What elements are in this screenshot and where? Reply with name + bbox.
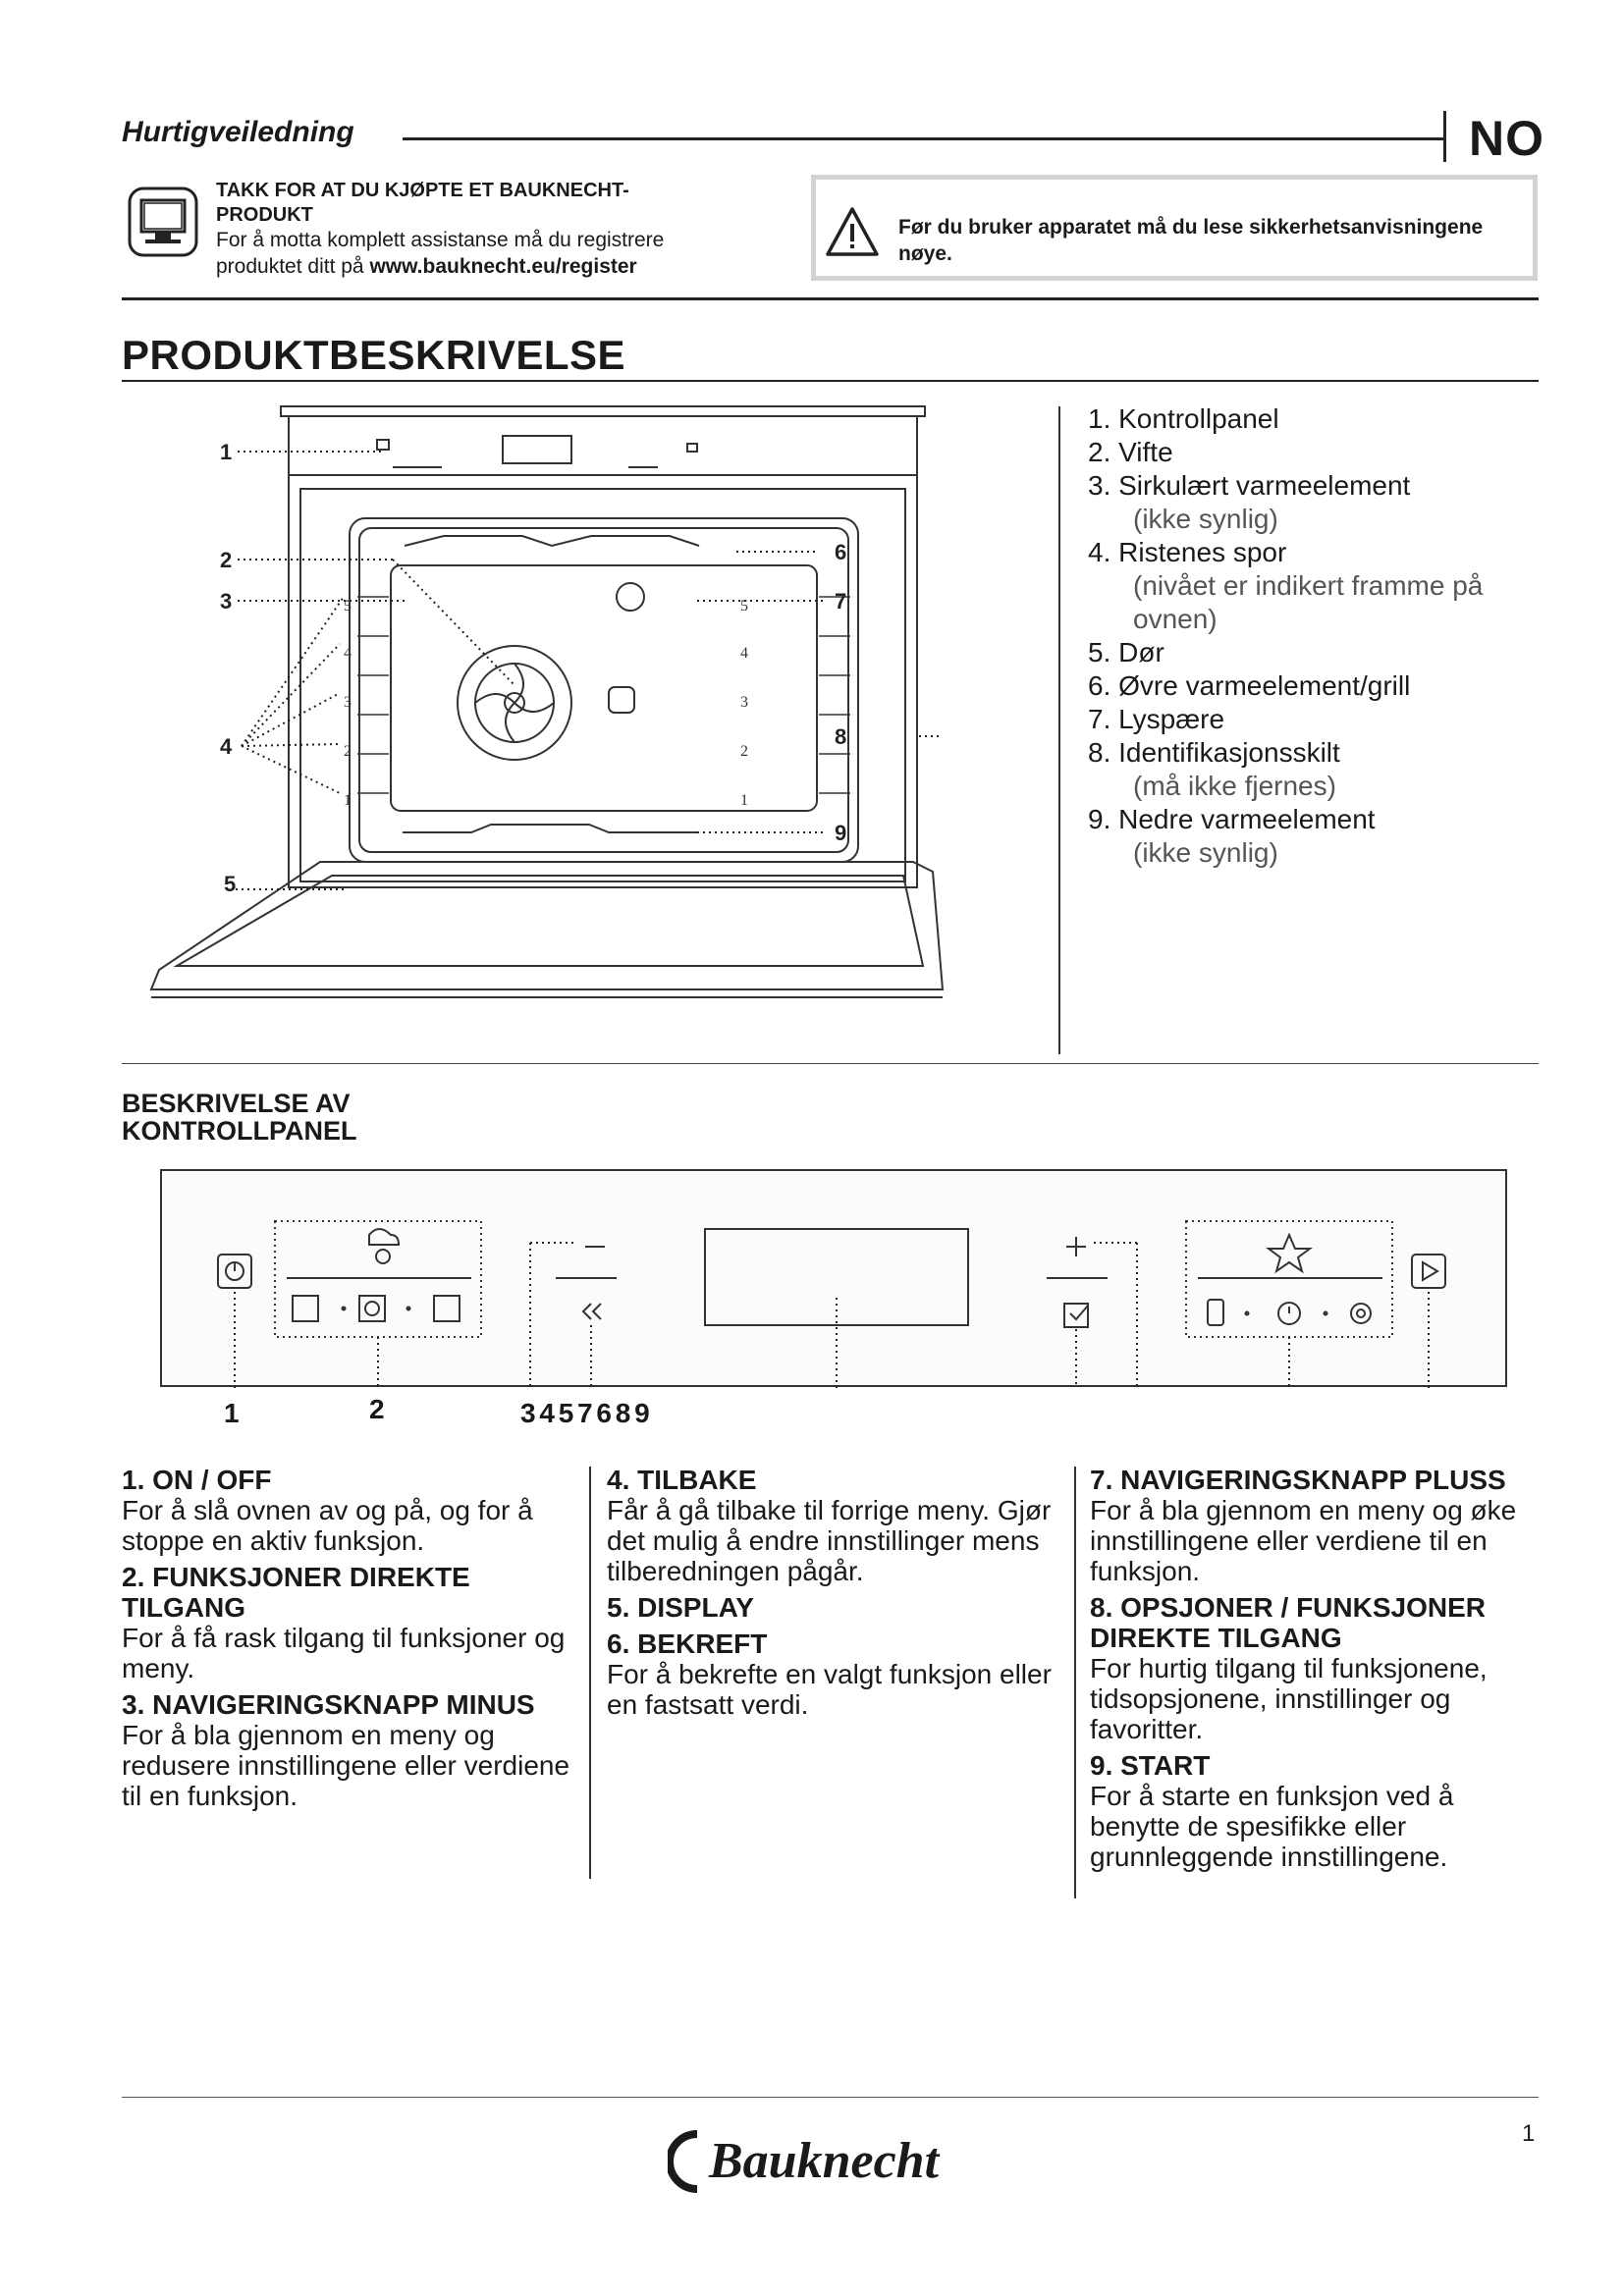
callout-5: 5 (224, 872, 237, 896)
shelf-level-3: 3 (344, 694, 352, 711)
oven-illustration (147, 400, 952, 1009)
item-title: 1. ON / OFF (122, 1465, 272, 1495)
part-item: 4. Ristenes spor (1088, 537, 1287, 567)
item-title: 5. DISPLAY (607, 1592, 754, 1623)
thanks-body (216, 227, 707, 280)
safety-warning-text: Før du bruker apparatet må du lese sikkerhetsanvisningene nøye. (898, 216, 1484, 265)
thanks-line2: produktet ditt på (216, 255, 370, 278)
item-title: 6. BEKREFT (607, 1629, 768, 1659)
description-column-3 (1090, 1459, 1542, 1872)
item-title: 2. FUNKSJONER DIREKTE TILGANG (122, 1562, 470, 1623)
language-code: NO (1469, 111, 1544, 166)
thanks-title: TAKK FOR AT DU KJØPTE ET BAUKNECHT-PRODUKT (216, 180, 629, 226)
item-text: For å få rask tilgang til funksjoner og meny. (122, 1623, 566, 1683)
header-tick (1443, 111, 1446, 162)
item-title: 4. TILBAKE (607, 1465, 757, 1495)
column-divider (589, 1467, 591, 1879)
part-item: 1. Kontrollpanel (1088, 403, 1279, 434)
warning-icon (825, 206, 880, 257)
thanks-line1: For å motta komplett assistanse må du registrere (216, 229, 665, 251)
shelf-level-5: 5 (344, 598, 352, 614)
part-note: (ikke synlig) (1133, 504, 1278, 534)
section-rule (122, 380, 1539, 382)
bauknecht-logo (668, 2120, 1021, 2199)
description-column-2 (607, 1459, 1072, 1720)
callout-9: 9 (835, 821, 847, 845)
column-divider (1074, 1467, 1076, 1898)
item-text: For å slå ovnen av og på, og for å stoppe en aktiv funksjon. (122, 1495, 533, 1556)
brand-name: Bauknecht (709, 2133, 940, 2189)
item-text: For å bla gjennom en meny og redusere innstillingene eller verdiene til en funksjon. (122, 1720, 570, 1811)
section-separator (122, 1063, 1539, 1064)
callout-7: 7 (835, 589, 847, 614)
callout-3: 3 (220, 589, 233, 614)
header-rule (403, 137, 1443, 140)
part-item: 3. Sirkulært varmeelement (1088, 470, 1411, 501)
footer-rule (122, 2097, 1539, 2098)
callout-2: 2 (220, 548, 233, 572)
shelf-level-1-right: 1 (740, 792, 748, 809)
control-panel-diagram (155, 1160, 1510, 1396)
part-item: 5. Dør (1088, 637, 1164, 667)
item-title: 7. NAVIGERINGSKNAPP PLUSS (1090, 1465, 1506, 1495)
item-title: 9. START (1090, 1750, 1211, 1781)
callout-1: 1 (220, 440, 233, 464)
shelf-level-4: 4 (344, 645, 352, 662)
callout-4: 4 (220, 734, 233, 759)
item-title: 3. NAVIGERINGSKNAPP MINUS (122, 1689, 535, 1720)
guide-title: Hurtigveiledning (122, 116, 354, 148)
part-item: 9. Nedre varmeelement (1088, 804, 1376, 834)
register-link[interactable]: www.bauknecht.eu/register (369, 255, 637, 278)
callout-6: 6 (835, 540, 847, 564)
parts-list (1088, 402, 1540, 870)
section-title-control-panel: BESKRIVELSE AV KONTROLLPANEL (122, 1089, 357, 1146)
panel-label-sequence: 3 4 5 7 6 8 9 (520, 1398, 648, 1428)
panel-label-1: 1 (224, 1398, 240, 1428)
part-item: 6. Øvre varmeelement/grill (1088, 670, 1411, 701)
item-text: For å starte en funksjon ved å benytte de spesifikke eller grunnleggende innstillingene. (1090, 1781, 1454, 1872)
shelf-level-5-right: 5 (740, 598, 748, 614)
shelf-level-2-right: 2 (740, 743, 748, 760)
part-item: 2. Vifte (1088, 437, 1173, 467)
item-text: Får å gå tilbake til forrige meny. Gjør det mulig å endre innstillinger mens tilberedningen pågår. (607, 1495, 1052, 1586)
parts-divider (1058, 406, 1060, 1054)
computer-icon (128, 187, 198, 261)
part-item: 7. Lyspære (1088, 704, 1225, 734)
shelf-level-2: 2 (344, 743, 352, 760)
part-note: (ikke synlig) (1133, 837, 1278, 868)
callout-8: 8 (835, 724, 847, 749)
item-title: 8. OPSJONER / FUNKSJONER DIREKTE TILGANG (1090, 1592, 1486, 1653)
part-note: (må ikke fjernes) (1133, 771, 1336, 801)
shelf-level-3-right: 3 (740, 694, 748, 711)
shelf-level-4-right: 4 (740, 645, 748, 662)
item-text: For å bekrefte en valgt funksjon eller en fastsatt verdi. (607, 1659, 1052, 1720)
section-title-product: PRODUKTBESKRIVELSE (122, 332, 626, 378)
description-column-1 (122, 1459, 573, 1811)
part-item: 8. Identifikasjonsskilt (1088, 737, 1340, 768)
divider (122, 297, 1539, 300)
panel-label-2: 2 (369, 1394, 385, 1424)
part-note: (nivået er indikert framme på ovnen) (1133, 570, 1484, 634)
shelf-level-1: 1 (344, 792, 352, 809)
item-text: For å bla gjennom en meny og øke innstillingene eller verdiene til en funksjon. (1090, 1495, 1517, 1586)
item-text: For hurtig tilgang til funksjonene, tidsopsjonene, innstillinger og favoritter. (1090, 1653, 1488, 1744)
page-number: 1 (1522, 2120, 1536, 2147)
